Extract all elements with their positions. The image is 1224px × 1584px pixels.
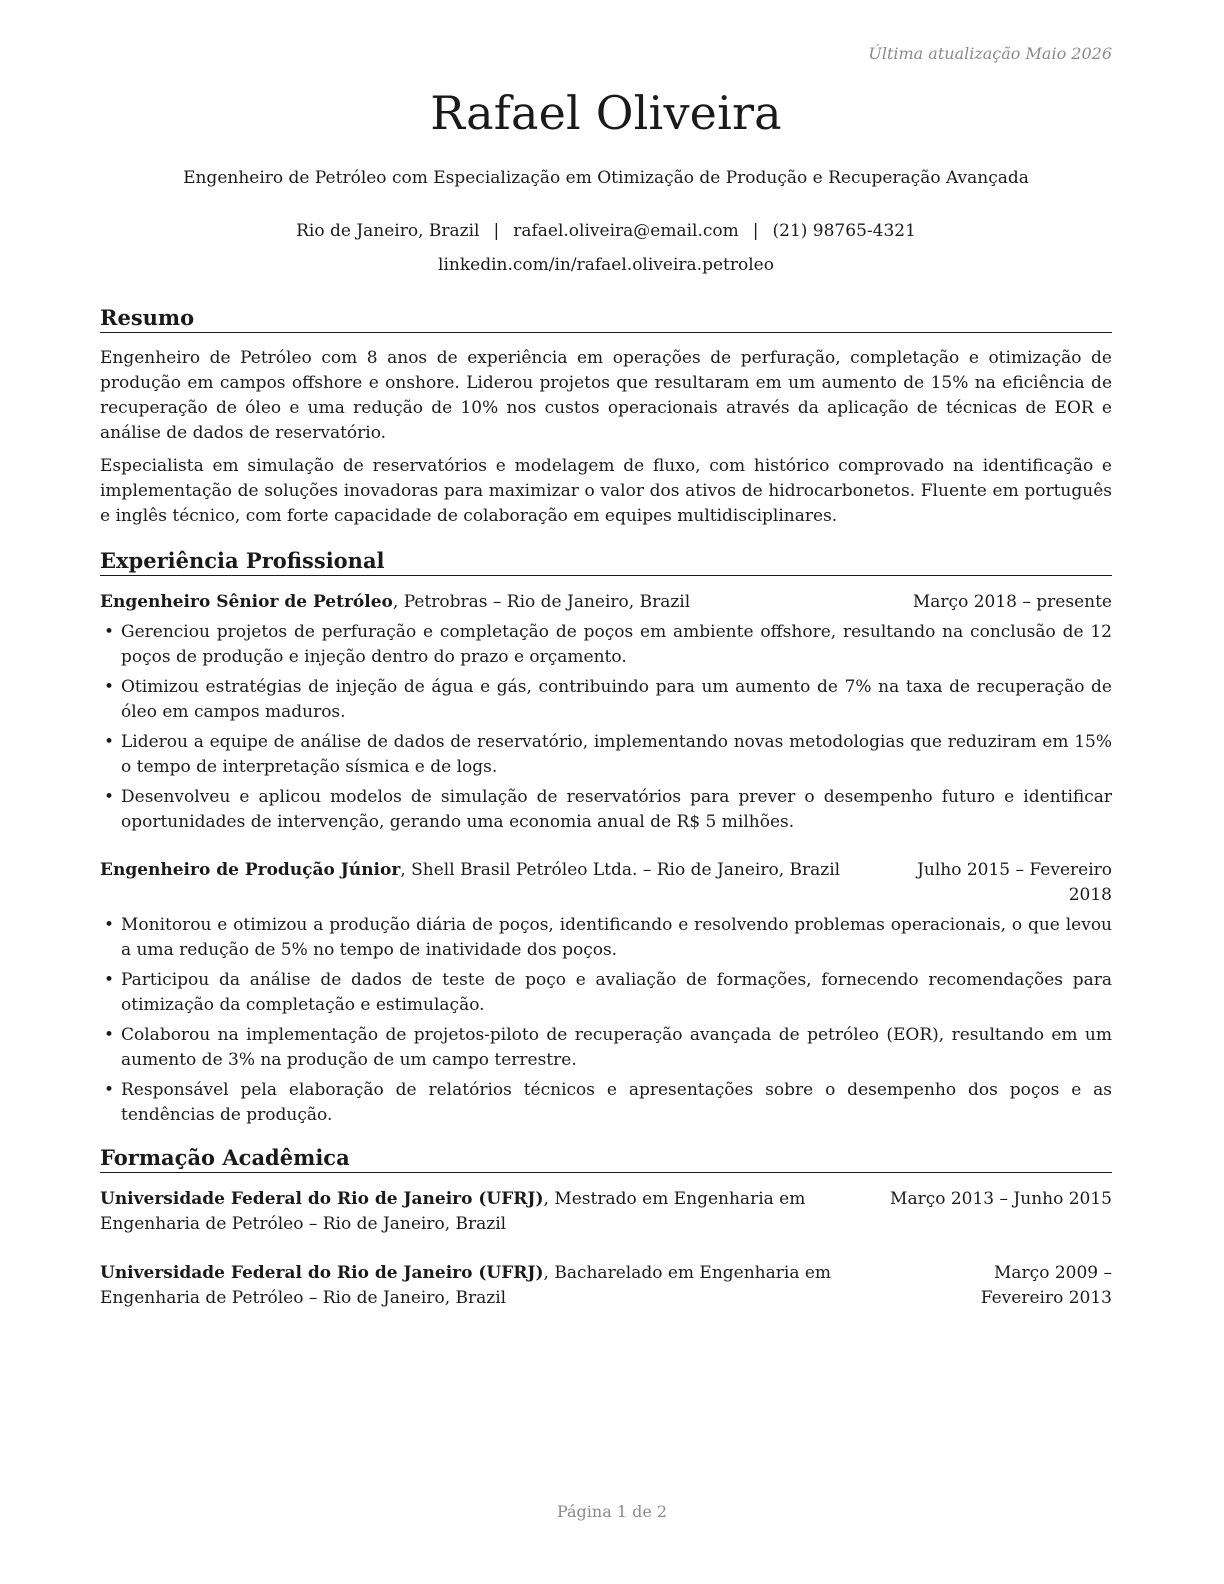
job-dates: Março 2018 – presente xyxy=(912,592,1112,612)
job-entry xyxy=(100,858,1112,1128)
education-school-degree xyxy=(100,1187,880,1237)
list-item: • Participou da análise de dados de teste de poço e avaliação de formações, fornecendo recomendações para otimização da completação e estimulação. xyxy=(104,970,1112,1015)
list-item: • Liderou a equipe de análise de dados de reservatório, implementando novas metodologias que reduziram em 15% o tempo de interpretação sísmica e de logs. xyxy=(104,732,1112,777)
linkedin-link[interactable]: linkedin.com/in/rafael.oliveira.petroleo xyxy=(438,255,774,275)
contact-line xyxy=(100,221,1112,241)
email-link[interactable]: rafael.oliveira@email.com xyxy=(513,221,739,241)
page-number: Página 1 de 2 xyxy=(556,1502,668,1521)
candidate-name: Rafael Oliveira xyxy=(430,86,782,140)
list-item: • Colaborou na implementação de projetos-piloto de recuperação avançada de petróleo (EOR), resultando em um aumento de 3% na produção de um campo terrestre. xyxy=(104,1025,1112,1070)
job-dates: Julho 2015 – Fevereiro 2018 xyxy=(917,860,1112,905)
professional-headline: Engenheiro de Petróleo com Especialização em Otimização de Produção e Recuperação Avançada xyxy=(183,168,1029,188)
job-company: , Shell Brasil Petróleo Ltda. – Rio de Janeiro, Brazil xyxy=(400,860,841,880)
job-header xyxy=(100,858,1112,908)
job-role: Engenheiro de Produção Júnior xyxy=(100,860,401,880)
education-degree: , Mestrado em Engenharia em Engenharia de Petróleo – Rio de Janeiro, Brazil xyxy=(100,1189,806,1234)
job-title-company xyxy=(100,858,840,908)
separator: | xyxy=(493,221,500,241)
education-dates: Março 2009 – Fevereiro 2013 xyxy=(980,1263,1112,1308)
summary-paragraph: Engenheiro de Petróleo com 8 anos de experiência em operações de perfuração, completação e otimização de produção em campos offshore e onshore. Liderou projetos que resultaram em um aumento de 15% na eficiência de recuperação de óleo e uma redução de 10% nos custos operacionais através da aplicação de técnicas de EOR e análise de dados de reservatório. xyxy=(100,348,1112,443)
education-degree: , Bacharelado em Engenharia em Engenharia de Petróleo – Rio de Janeiro, Brazil xyxy=(100,1263,832,1308)
job-role: Engenheiro Sênior de Petróleo xyxy=(100,592,393,612)
list-item: • Responsável pela elaboração de relatórios técnicos e apresentações sobre o desempenho dos poços e as tendências de produção. xyxy=(104,1080,1112,1125)
separator: | xyxy=(752,221,759,241)
list-item: • Monitorou e otimizou a produção diária de poços, identificando e resolvendo problemas operacionais, o que levou a uma redução de 5% no tempo de inatividade dos poços. xyxy=(104,915,1112,960)
education-section xyxy=(100,1145,1112,1311)
job-title-company xyxy=(100,590,690,615)
last-update-note: Última atualização Maio 2026 xyxy=(868,44,1112,63)
section-title-education: Formação Acadêmica xyxy=(100,1145,1112,1173)
education-entry xyxy=(100,1261,1112,1311)
list-item: • Gerenciou projetos de perfuração e completação de poços em ambiente offshore, resultando na conclusão de 12 poços de produção e injeção dentro do prazo e orçamento. xyxy=(104,622,1112,667)
section-title-experience: Experiência Profissional xyxy=(100,548,1112,576)
experience-section xyxy=(100,548,1112,1128)
job-company: , Petrobras – Rio de Janeiro, Brazil xyxy=(392,592,691,612)
phone-text: (21) 98765-4321 xyxy=(772,221,916,241)
job-bullets xyxy=(100,913,1112,1128)
education-school: Universidade Federal do Rio de Janeiro (UFRJ) xyxy=(100,1189,544,1209)
education-dates: Março 2013 – Junho 2015 xyxy=(890,1189,1112,1209)
summary-section xyxy=(100,305,1112,529)
list-item: • Otimizou estratégias de injeção de água e gás, contribuindo para um aumento de 7% na taxa de recuperação de óleo em campos maduros. xyxy=(104,677,1112,722)
education-entry xyxy=(100,1187,1112,1237)
job-entry xyxy=(100,590,1112,835)
job-header xyxy=(100,590,1112,615)
education-school: Universidade Federal do Rio de Janeiro (UFRJ) xyxy=(100,1263,544,1283)
summary-paragraph: Especialista em simulação de reservatórios e modelagem de fluxo, com histórico comprovado na identificação e implementação de soluções inovadoras para maximizar o valor dos ativos de hidrocarbonetos. Fluente em português e inglês técnico, com forte capacidade de colaboração em equipes multidisciplinares. xyxy=(100,456,1112,526)
section-title-summary: Resumo xyxy=(100,305,1112,333)
location-text: Rio de Janeiro, Brazil xyxy=(296,221,480,241)
list-item: • Desenvolveu e aplicou modelos de simulação de reservatórios para prever o desempenho futuro e identificar oportunidades de intervenção, gerando uma economia anual de R$ 5 milhões. xyxy=(104,787,1112,832)
job-bullets xyxy=(100,620,1112,835)
education-school-degree xyxy=(100,1261,880,1311)
